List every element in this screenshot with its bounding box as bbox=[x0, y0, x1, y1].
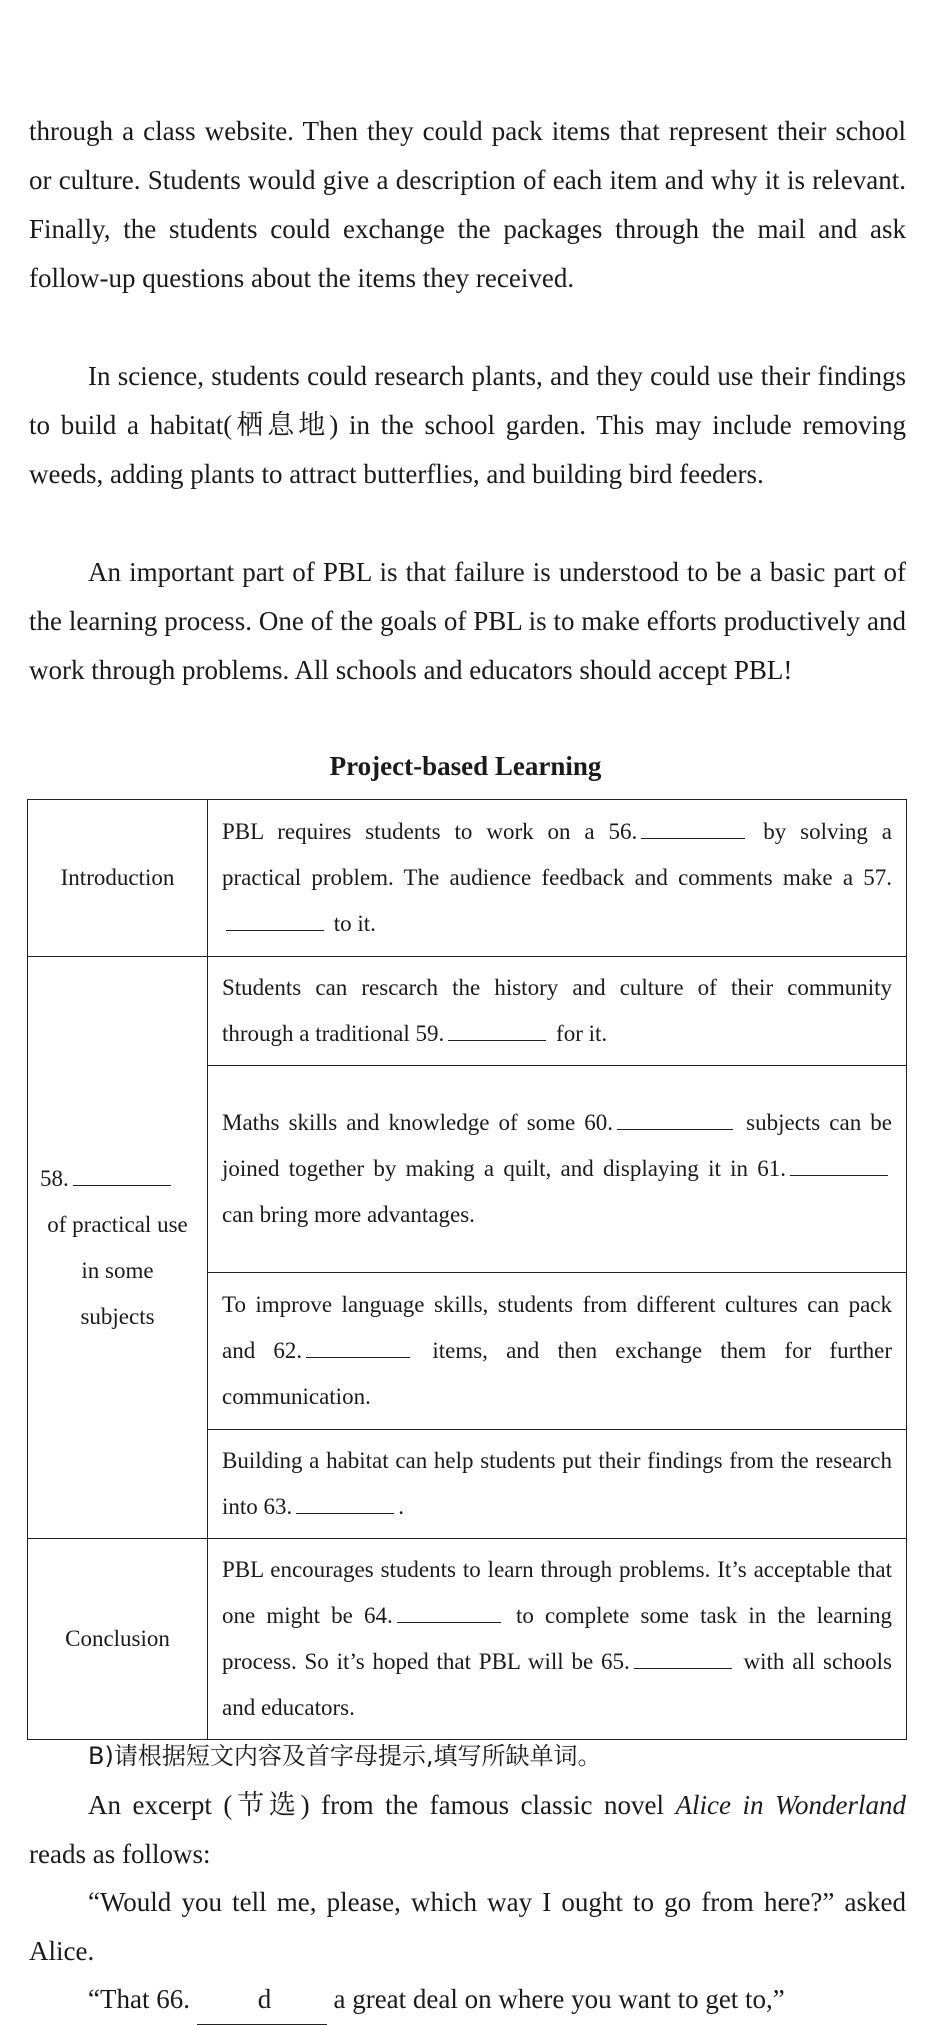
passage-paragraph-2: In science, students could research plants, and they could use their findings to build a habitat(栖息地) in the school garden. This may include removing weeds, adding plants to attract butterflies, and building bird feeders. bbox=[29, 361, 906, 489]
blank-57[interactable] bbox=[226, 906, 324, 931]
section-b-instruction: B)请根据短文内容及首字母提示,填写所缺单词。 bbox=[88, 1742, 602, 1770]
blank-60[interactable] bbox=[617, 1105, 733, 1130]
section-b-intro-b: reads as follows: bbox=[29, 1839, 211, 1869]
table-title: Project-based Learning bbox=[329, 751, 602, 781]
quote-2-text-a: “That 66. bbox=[88, 1984, 197, 2014]
intro-text-b: by solving a practical problem. The audience feedback and comments make a 57. bbox=[222, 819, 892, 890]
blank-65[interactable] bbox=[634, 1644, 732, 1669]
table-row bbox=[28, 1539, 907, 1740]
row-62-text-a: To improve language skills, students from different cultures can pack and 62. bbox=[222, 1292, 892, 1363]
row-59-text-a: Students can rescarch the history and culture of their community through a traditional 59. bbox=[222, 975, 892, 1046]
row-62-cell bbox=[208, 1273, 907, 1430]
row-59-cell bbox=[208, 957, 907, 1066]
row-63-cell bbox=[208, 1430, 907, 1539]
conclusion-label: Conclusion bbox=[28, 1539, 208, 1740]
blank-62[interactable] bbox=[306, 1333, 410, 1358]
row-60-text-b: subjects can be joined together by making a quilt, and displaying it in 61. bbox=[222, 1110, 893, 1181]
label-58-number: 58. bbox=[40, 1165, 69, 1191]
introduction-label: Introduction bbox=[28, 800, 208, 957]
practical-use-label bbox=[28, 957, 208, 1539]
quote-2-text-b: a great deal on where you want to get to,” bbox=[326, 1984, 785, 2014]
blank-61[interactable] bbox=[790, 1151, 888, 1176]
quote-line-1: “Would you tell me, please, which way I ought to go from here?” asked Alice. bbox=[29, 1887, 906, 1966]
section-b-intro-a: An excerpt (节选) from the famous classic novel bbox=[88, 1790, 676, 1820]
blank-59[interactable] bbox=[448, 1016, 546, 1041]
quote-line-2 bbox=[29, 1975, 906, 2025]
intro-text-a: PBL requires students to work on a 56. bbox=[222, 819, 638, 844]
concl-text-b: to complete some task in the learning process. So it’s hoped that PBL will be 65. bbox=[222, 1603, 892, 1674]
blank-64[interactable] bbox=[397, 1598, 501, 1623]
row-60-cell bbox=[208, 1066, 907, 1273]
label-58-text: of practical use in some subjects bbox=[47, 1211, 188, 1329]
pbl-summary-table bbox=[27, 799, 907, 1740]
concl-text-a: PBL encourages students to learn through problems. It’s acceptable that one might be 64. bbox=[222, 1557, 892, 1628]
table-row bbox=[28, 800, 907, 957]
intro-text-c: to it. bbox=[333, 911, 376, 936]
blank-63[interactable] bbox=[296, 1489, 394, 1514]
row-59-text-b: for it. bbox=[556, 1021, 608, 1046]
blank-58[interactable] bbox=[73, 1161, 171, 1186]
concl-text-c: with all schools and educators. bbox=[222, 1649, 892, 1720]
passage-paragraph-1: through a class website. Then they could pack items that represent their school or culture. Students would give a description of each item and why it is relevant. Finally, the students could exchange the packages through the mail and ask follow-up questions about the items they received. bbox=[29, 116, 906, 293]
row-63-text-b: . bbox=[398, 1494, 405, 1519]
row-60-text-a: Maths skills and knowledge of some 60. bbox=[222, 1110, 614, 1135]
passage-paragraph-3: An important part of PBL is that failure is understood to be a basic part of the learning process. One of the goals of PBL is to make efforts productively and work through problems. All schools and educators should accept PBL! bbox=[29, 557, 906, 685]
row-62-text-b: items, and then exchange them for further communication. bbox=[222, 1338, 892, 1409]
blank-56[interactable] bbox=[641, 814, 745, 839]
section-b-intro bbox=[29, 1781, 906, 1879]
introduction-cell bbox=[208, 800, 907, 957]
book-title: Alice in Wonderland bbox=[675, 1790, 906, 1820]
row-60-text-c: can bring more advantages. bbox=[222, 1202, 475, 1227]
conclusion-cell bbox=[208, 1539, 907, 1740]
blank-66[interactable]: d bbox=[197, 1975, 327, 2025]
table-row bbox=[28, 957, 907, 1066]
row-63-text-a: Building a habitat can help students put their findings from the research into 63. bbox=[222, 1448, 892, 1519]
